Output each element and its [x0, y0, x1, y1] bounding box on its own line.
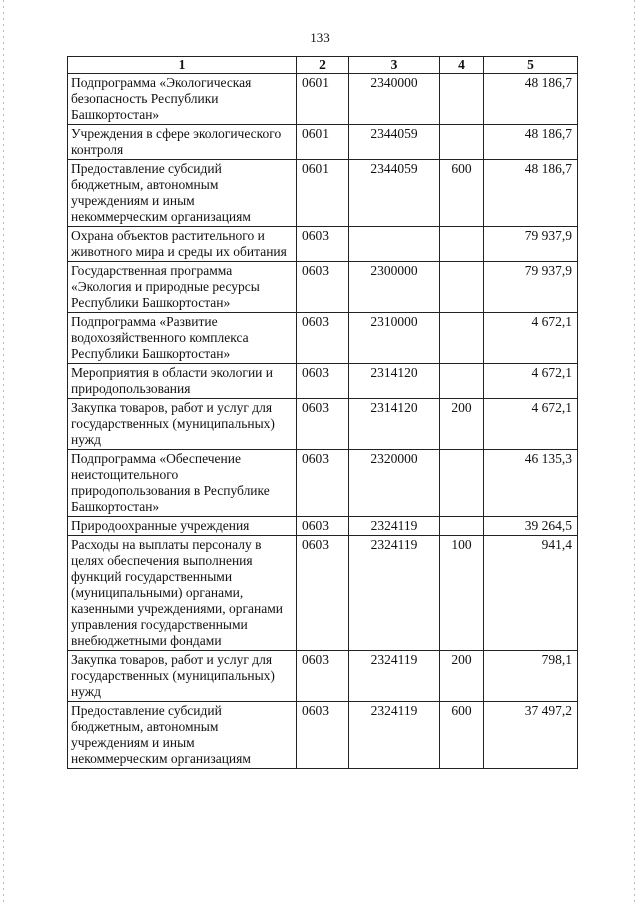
- row-amount: 4 672,1: [484, 364, 578, 399]
- row-target-code: 2340000: [349, 74, 440, 125]
- row-expense-type: [440, 125, 484, 160]
- row-expense-type: 600: [440, 702, 484, 769]
- table-row: [68, 227, 578, 262]
- row-target-code: 2324119: [349, 517, 440, 536]
- row-expense-type: [440, 313, 484, 364]
- row-section-code: 0601: [297, 125, 349, 160]
- row-expense-type: [440, 227, 484, 262]
- row-target-code: 2324119: [349, 651, 440, 702]
- row-target-code: [349, 227, 440, 262]
- row-section-code: 0603: [297, 262, 349, 313]
- row-name: Предоставление субсидий бюджетным, автономным учреждениям и иным некоммерческим организациям: [68, 160, 297, 227]
- row-name: Охрана объектов растительного и животного мира и среды их обитания: [68, 227, 297, 262]
- row-amount: 4 672,1: [484, 399, 578, 450]
- row-target-code: 2314120: [349, 364, 440, 399]
- row-section-code: 0603: [297, 702, 349, 769]
- row-target-code: 2344059: [349, 125, 440, 160]
- row-name: Государственная программа «Экология и природные ресурсы Республики Башкортостан»: [68, 262, 297, 313]
- table-row: [68, 399, 578, 450]
- row-expense-type: 100: [440, 536, 484, 651]
- row-section-code: 0603: [297, 517, 349, 536]
- row-expense-type: [440, 364, 484, 399]
- row-amount: 79 937,9: [484, 262, 578, 313]
- table-row: [68, 450, 578, 517]
- row-name: Подпрограмма «Развитие водохозяйственного комплекса Республики Башкортостан»: [68, 313, 297, 364]
- row-target-code: 2314120: [349, 399, 440, 450]
- row-name: Расходы на выплаты персоналу в целях обеспечения выполнения функций государственными (муниципальными) органами, казенными учреждениями, органами управления государственными внебюджетными фондами: [68, 536, 297, 651]
- table-header-row: [68, 57, 578, 74]
- row-section-code: 0603: [297, 227, 349, 262]
- row-amount: 48 186,7: [484, 160, 578, 227]
- row-target-code: 2324119: [349, 536, 440, 651]
- row-expense-type: [440, 74, 484, 125]
- row-expense-type: [440, 517, 484, 536]
- row-name: Закупка товаров, работ и услуг для государственных (муниципальных) нужд: [68, 651, 297, 702]
- right-scan-edge: [634, 0, 635, 905]
- row-expense-type: [440, 450, 484, 517]
- row-expense-type: 600: [440, 160, 484, 227]
- table-row: [68, 313, 578, 364]
- row-amount: 39 264,5: [484, 517, 578, 536]
- row-section-code: 0603: [297, 651, 349, 702]
- table-row: [68, 517, 578, 536]
- header-col-5: 5: [484, 57, 578, 74]
- row-target-code: 2320000: [349, 450, 440, 517]
- row-expense-type: [440, 262, 484, 313]
- row-amount: 46 135,3: [484, 450, 578, 517]
- table-row: [68, 160, 578, 227]
- row-section-code: 0603: [297, 313, 349, 364]
- row-amount: 37 497,2: [484, 702, 578, 769]
- row-section-code: 0601: [297, 160, 349, 227]
- header-col-1: 1: [68, 57, 297, 74]
- table-row: [68, 364, 578, 399]
- row-name: Закупка товаров, работ и услуг для государственных (муниципальных) нужд: [68, 399, 297, 450]
- row-amount: 48 186,7: [484, 74, 578, 125]
- row-target-code: 2300000: [349, 262, 440, 313]
- header-col-4: 4: [440, 57, 484, 74]
- row-expense-type: 200: [440, 651, 484, 702]
- header-col-2: 2: [297, 57, 349, 74]
- row-section-code: 0603: [297, 399, 349, 450]
- row-amount: 941,4: [484, 536, 578, 651]
- row-amount: 4 672,1: [484, 313, 578, 364]
- table-row: [68, 536, 578, 651]
- budget-table: [67, 56, 578, 769]
- row-section-code: 0603: [297, 450, 349, 517]
- header-col-3: 3: [349, 57, 440, 74]
- page-number: 133: [310, 30, 330, 45]
- row-name: Предоставление субсидий бюджетным, автономным учреждениям и иным некоммерческим организациям: [68, 702, 297, 769]
- row-amount: 48 186,7: [484, 125, 578, 160]
- row-section-code: 0603: [297, 536, 349, 651]
- row-expense-type: 200: [440, 399, 484, 450]
- row-section-code: 0603: [297, 364, 349, 399]
- row-name: Природоохранные учреждения: [68, 517, 297, 536]
- table-row: [68, 74, 578, 125]
- row-name: Учреждения в сфере экологического контроля: [68, 125, 297, 160]
- row-target-code: 2324119: [349, 702, 440, 769]
- table-row: [68, 651, 578, 702]
- row-amount: 798,1: [484, 651, 578, 702]
- row-name: Подпрограмма «Экологическая безопасность Республики Башкортостан»: [68, 74, 297, 125]
- table-row: [68, 262, 578, 313]
- row-amount: 79 937,9: [484, 227, 578, 262]
- row-name: Подпрограмма «Обеспечение неистощительного природопользования в Республике Башкортостан»: [68, 450, 297, 517]
- row-target-code: 2344059: [349, 160, 440, 227]
- table-row: [68, 702, 578, 769]
- row-target-code: 2310000: [349, 313, 440, 364]
- left-scan-edge: [3, 0, 4, 905]
- table-row: [68, 125, 578, 160]
- row-name: Мероприятия в области экологии и природопользования: [68, 364, 297, 399]
- row-section-code: 0601: [297, 74, 349, 125]
